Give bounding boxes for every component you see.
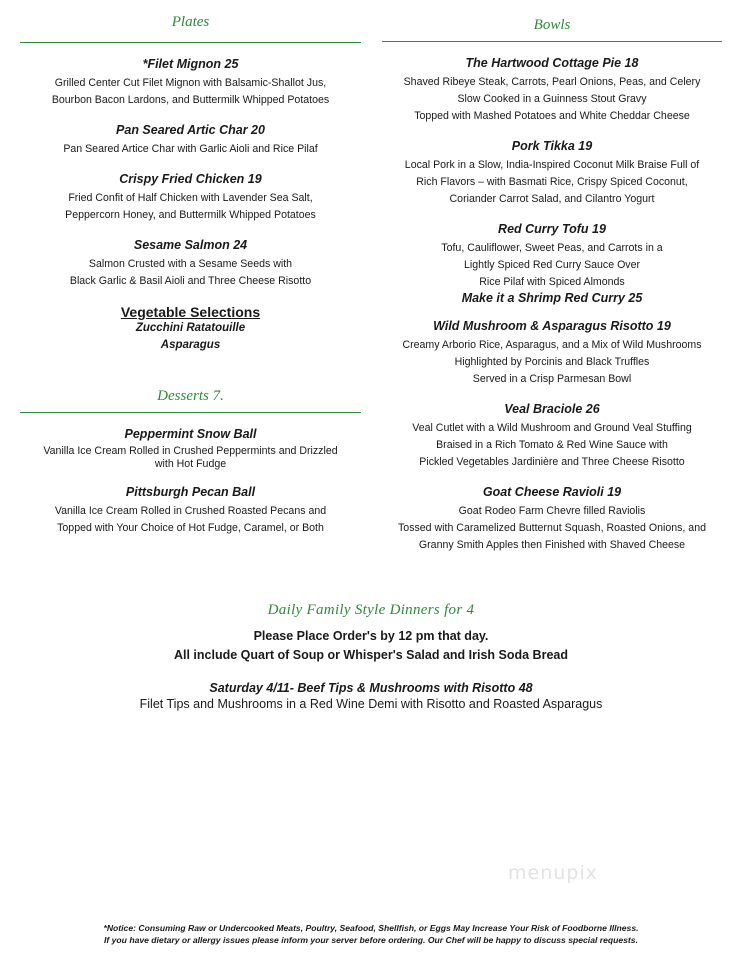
menu-item-name: Pittsburgh Pecan Ball	[125, 485, 256, 499]
menu-item-description: Pan Seared Artice Char with Garlic Aioli and Rice Pilaf	[63, 143, 318, 155]
right-column	[382, 0, 722, 568]
family-style-title: Daily Family Style Dinners for 4	[267, 602, 475, 618]
bowls-heading: Bowls	[533, 17, 571, 33]
family-style-section	[0, 602, 742, 711]
menu-item	[382, 319, 722, 388]
menu-item-description: Salmon Crusted with a Sesame Seeds with Black Garlic & Basil Aioli and Three Cheese Risotto	[69, 258, 312, 287]
watermark-logo: menupix	[508, 862, 598, 884]
daily-special-name: Saturday 4/11- Beef Tips & Mushrooms with Risotto 48	[209, 681, 533, 695]
desserts-heading: Desserts 7.	[157, 388, 224, 404]
menu-item-upgrade: Make it a Shrimp Red Curry 25	[461, 291, 643, 305]
plates-heading: Plates	[171, 14, 210, 30]
plates-divider	[20, 42, 361, 43]
menu-item	[382, 402, 722, 471]
vegetable-selections	[20, 304, 361, 354]
menu-item-description: Tofu, Cauliflower, Sweet Peas, and Carrots in a Lightly Spiced Red Curry Sauce Over Rice Pilaf with Spiced Almonds	[441, 242, 663, 288]
menu-item-name: Veal Braciole 26	[504, 402, 600, 416]
menu-item-name: Crispy Fried Chicken 19	[119, 172, 262, 186]
menu-item	[20, 57, 361, 109]
menu-item	[382, 485, 722, 554]
menu-item-name: The Hartwood Cottage Pie 18	[465, 56, 639, 70]
menu-item-name: Red Curry Tofu 19	[498, 222, 606, 236]
vegetable-selections-title: Vegetable Selections	[120, 304, 261, 320]
menu-item	[382, 222, 722, 305]
daily-special-description: Filet Tips and Mushrooms in a Red Wine Demi with Risotto and Roasted Asparagus	[139, 697, 603, 711]
bowls-divider	[382, 41, 722, 42]
vegetable-item: Asparagus	[160, 339, 221, 351]
order-deadline-text: Please Place Order's by 12 pm that day.	[253, 629, 489, 643]
menu-item-description: Local Pork in a Slow, India-Inspired Coconut Milk Braise Full of Rich Flavors – with Basmati Rice, Crispy Spiced Coconut, Coriander Carrot Salad, and Cilantro Yogurt	[404, 159, 700, 205]
menu-item-description: Grilled Center Cut Filet Mignon with Balsamic-Shallot Jus, Bourbon Bacon Lardons, and Buttermilk Whipped Potatoes	[51, 77, 330, 106]
menu-item-name: Sesame Salmon 24	[133, 238, 248, 252]
menu-item-description: Goat Rodeo Farm Chevre filled Raviolis Tossed with Caramelized Butternut Squash, Roasted Onions, and Granny Smith Apples then Finished with Shaved Cheese	[398, 505, 706, 551]
menu-item-description: Veal Cutlet with a Wild Mushroom and Ground Veal Stuffing Braised in a Rich Tomato & Red Wine Sauce with Pickled Vegetables Jardinière and Three Cheese Risotto	[412, 422, 692, 468]
notice-line: *Notice: Consuming Raw or Undercooked Meats, Poultry, Seafood, Shellfish, or Eggs May Increase Your Risk of Foodborne Illness.	[103, 923, 639, 933]
menu-item-name: *Filet Mignon 25	[142, 57, 239, 71]
menu-item-description: Vanilla Ice Cream Rolled in Crushed Peppermints and Drizzled with Hot Fudge	[43, 445, 338, 470]
desserts-divider	[20, 412, 361, 413]
menu-item-description: Fried Confit of Half Chicken with Lavender Sea Salt, Peppercorn Honey, and Buttermilk Whipped Potatoes	[65, 192, 316, 221]
menu-item	[20, 238, 361, 290]
menu-item	[382, 56, 722, 125]
menu-item-name: Peppermint Snow Ball	[124, 427, 257, 441]
menu-item-description: Shaved Ribeye Steak, Carrots, Pearl Onions, Peas, and Celery Slow Cooked in a Guinness Stout Gravy Topped with Mashed Potatoes and White Cheddar Cheese	[403, 76, 701, 122]
menu-item	[20, 172, 361, 224]
menu-item-name: Wild Mushroom & Asparagus Risotto 19	[433, 319, 671, 333]
menu-item-name: Pan Seared Artic Char 20	[116, 123, 265, 137]
includes-text: All include Quart of Soup or Whisper's Salad and Irish Soda Bread	[173, 648, 568, 662]
menu-item-description: Creamy Arborio Rice, Asparagus, and a Mix of Wild Mushrooms Highlighted by Porcinis and Black Truffles Served in a Crisp Parmesan Bowl	[402, 339, 702, 385]
menu-item-name: Goat Cheese Ravioli 19	[482, 485, 622, 499]
notice-line: If you have dietary or allergy issues please inform your server before ordering. Our Chef will be happy to discuss special requests.	[104, 935, 638, 945]
menu-item	[20, 427, 361, 471]
food-safety-notice	[0, 922, 742, 946]
menu-item	[20, 123, 361, 158]
menu-item-description: Vanilla Ice Cream Rolled in Crushed Roasted Pecans and Topped with Your Choice of Hot Fudge, Caramel, or Both	[54, 505, 327, 534]
menu-item-name: Pork Tikka 19	[511, 139, 593, 153]
vegetable-item: Zucchini Ratatouille	[135, 322, 246, 334]
menu-item	[382, 139, 722, 208]
left-column	[20, 0, 361, 551]
menu-item	[20, 485, 361, 537]
